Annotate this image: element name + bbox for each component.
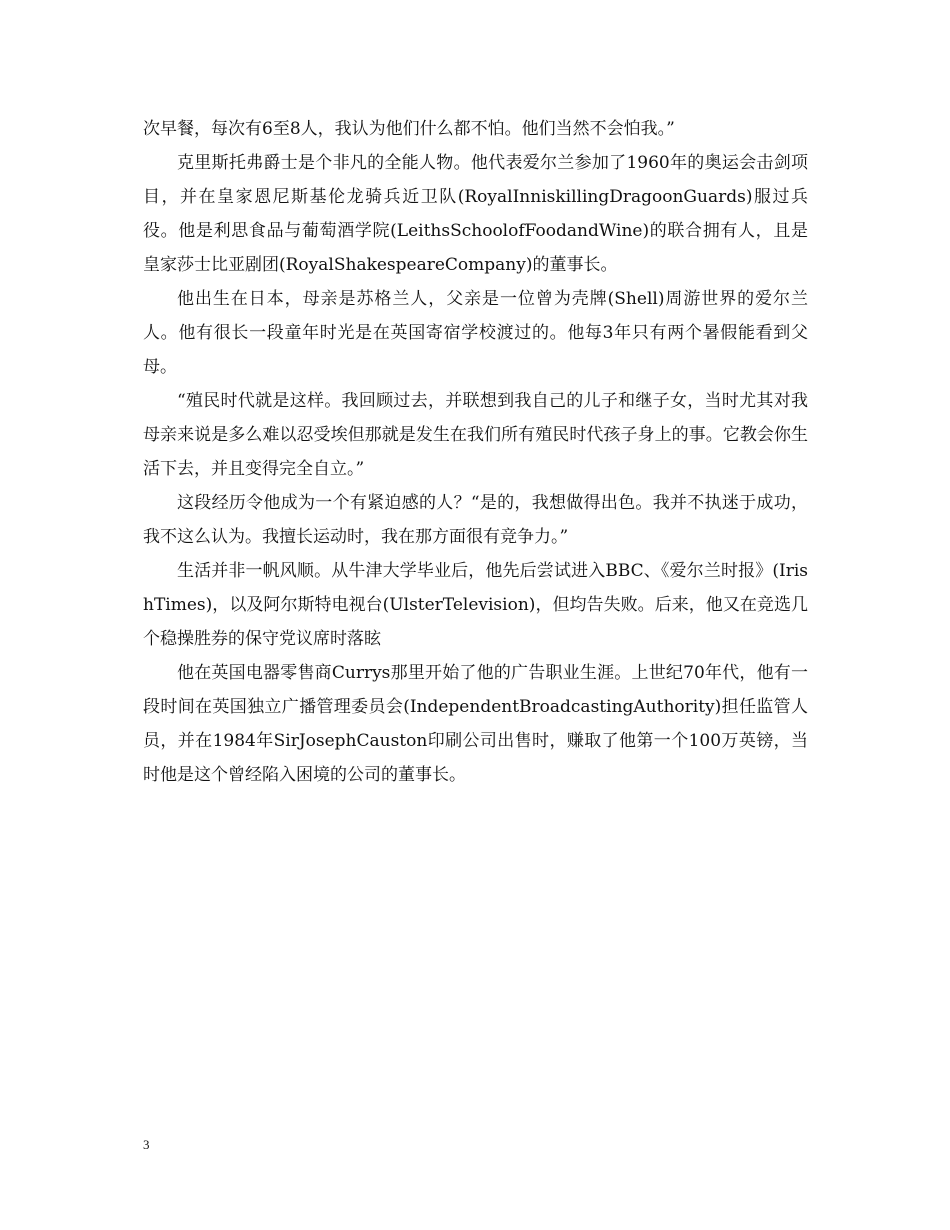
page-body	[143, 112, 808, 792]
page-number: 3	[143, 1137, 150, 1152]
paragraph-7: 他在英国电器零售商Currys那里开始了他的广告职业生涯。上世纪70年代，他有一段时间在英国独立广播管理委员会(IndependentBroadcastingAuthority)担任监管人员，并在1984年SirJosephCauston印刷公司出售时，赚取了他第一个100万英镑，当时他是这个曾经陷入困境的公司的董事长。	[143, 663, 808, 785]
paragraph-4: “殖民时代就是这样。我回顾过去，并联想到我自己的儿子和继子女，当时尤其对我母亲来说是多么难以忍受埃但那就是发生在我们所有殖民时代孩子身上的事。它教会你生活下去，并且变得完全自立。”	[143, 391, 808, 479]
paragraph-5: 这段经历令他成为一个有紧迫感的人？“是的，我想做得出色。我并不执迷于成功，我不这么认为。我擅长运动时，我在那方面很有竞争力。”	[143, 493, 808, 547]
paragraph-2: 克里斯托弗爵士是个非凡的全能人物。他代表爱尔兰参加了1960年的奥运会击剑项目，并在皇家恩尼斯基伦龙骑兵近卫队(RoyalInniskillingDragoonGuards)服过兵役。他是利思食品与葡萄酒学院(LeithsSchoolofFoodandWine)的联合拥有人，且是皇家莎士比亚剧团(RoyalShakespeareCompany)的董事长。	[143, 153, 808, 275]
paragraph-1: 次早餐，每次有6至8人，我认为他们什么都不怕。他们当然不会怕我。”	[143, 119, 675, 139]
paragraph-3: 他出生在日本，母亲是苏格兰人，父亲是一位曾为壳牌(Shell)周游世界的爱尔兰人。他有很长一段童年时光是在英国寄宿学校渡过的。他每3年只有两个暑假能看到父母。	[143, 289, 808, 377]
paragraph-6: 生活并非一帆风顺。从牛津大学毕业后，他先后尝试进入BBC、《爱尔兰时报》(IrishTimes)，以及阿尔斯特电视台(UlsterTelevision)，但均告失败。后来，他又在竞选几个稳操胜券的保守党议席时落眩	[143, 561, 808, 649]
